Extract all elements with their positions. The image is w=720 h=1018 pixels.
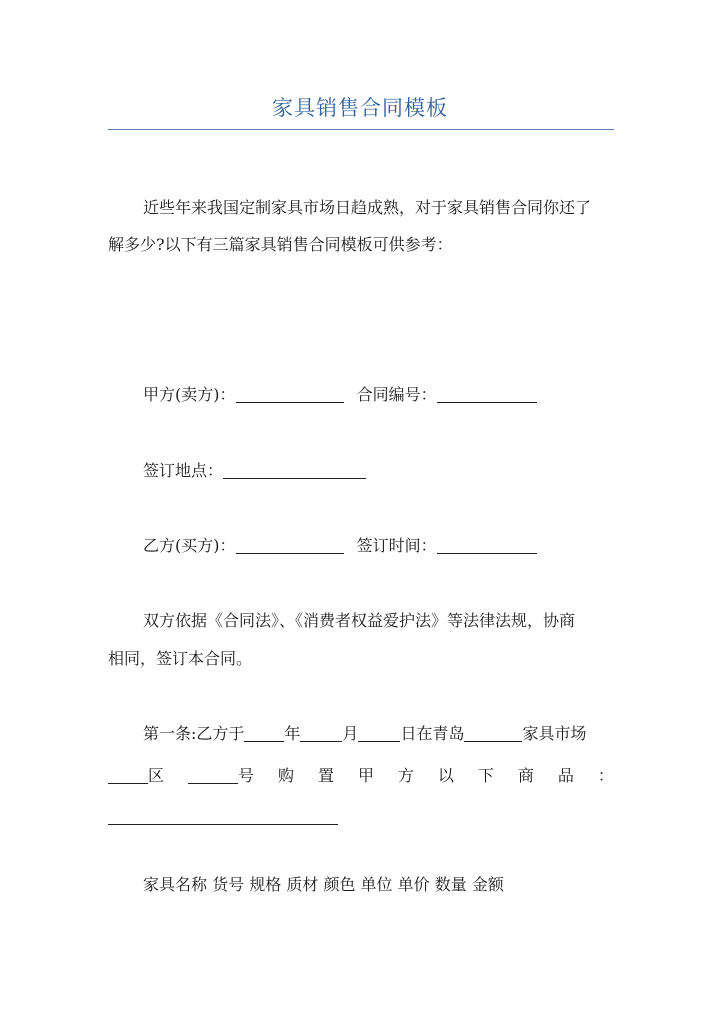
party-b-row: [143, 525, 537, 567]
contract-no-blank[interactable]: [437, 386, 537, 403]
spaced-char: 以: [437, 766, 454, 785]
col-amount: 金额: [471, 875, 504, 894]
spaced-char: 品: [557, 766, 574, 785]
col-item-no: 货号: [212, 875, 245, 894]
month-label: 月: [342, 724, 359, 743]
party-b-blank[interactable]: [236, 537, 344, 554]
district-group: [108, 763, 164, 786]
number-label: 号: [237, 766, 254, 785]
sign-time-label: 签订时间：: [356, 536, 437, 555]
spaced-char: 商: [517, 766, 534, 785]
spaced-char: 置: [317, 766, 334, 785]
spaced-char: 购: [277, 766, 294, 785]
number-group: [188, 763, 254, 786]
col-spec: 规格: [249, 875, 282, 894]
col-color: 颜色: [323, 875, 356, 894]
contract-no-label: 合同编号：: [356, 385, 437, 404]
col-unit-price: 单价: [397, 875, 430, 894]
year-blank[interactable]: [244, 725, 284, 742]
month-blank[interactable]: [300, 725, 342, 742]
year-label: 年: [284, 724, 301, 743]
article-1-lead: 第一条:乙方于: [143, 724, 245, 743]
spaced-char: 方: [397, 766, 414, 785]
party-a-blank[interactable]: [236, 386, 344, 403]
document-title: 家具销售合同模板: [272, 96, 448, 120]
sign-place-label: 签订地点：: [143, 461, 224, 480]
spaced-char: 下: [477, 766, 494, 785]
goods-row: [108, 796, 338, 838]
spaced-colon: ：: [597, 766, 614, 785]
goods-table-header: [143, 864, 504, 906]
intro-line-1: 近些年来我国定制家具市场日趋成熟，对于家具销售合同你还了: [143, 198, 592, 217]
article-1-line-1: [143, 713, 586, 755]
basis-line-2: 相同，签订本合同。: [108, 649, 253, 668]
sign-time-blank[interactable]: [437, 537, 537, 554]
number-blank[interactable]: [188, 767, 238, 784]
goods-blank[interactable]: [108, 808, 338, 825]
col-quantity: 数量: [434, 875, 467, 894]
col-material: 质材: [286, 875, 319, 894]
sign-place-blank[interactable]: [223, 462, 366, 479]
title-underline: [108, 129, 614, 130]
party-b-label: 乙方(买方)：: [143, 536, 236, 555]
market-label: 家具市场: [522, 724, 587, 743]
intro-line-2: 解多少?以下有三篇家具销售合同模板可供参考：: [108, 235, 453, 254]
party-a-row: [143, 374, 537, 416]
district-blank[interactable]: [108, 767, 148, 784]
market-blank[interactable]: [464, 725, 522, 742]
district-label: 区: [148, 766, 165, 785]
spaced-char: 甲: [357, 766, 374, 785]
col-name: 家具名称: [143, 875, 208, 894]
sign-place-row: [143, 450, 366, 492]
day-blank[interactable]: [358, 725, 400, 742]
article-1-line-2: [108, 763, 614, 786]
basis-line-1: 双方依据《合同法》、《消费者权益爱护法》等法律法规，协商: [143, 611, 576, 630]
party-a-label: 甲方(卖方)：: [143, 385, 236, 404]
day-place-label: 日在青岛: [400, 724, 465, 743]
col-unit: 单位: [360, 875, 393, 894]
